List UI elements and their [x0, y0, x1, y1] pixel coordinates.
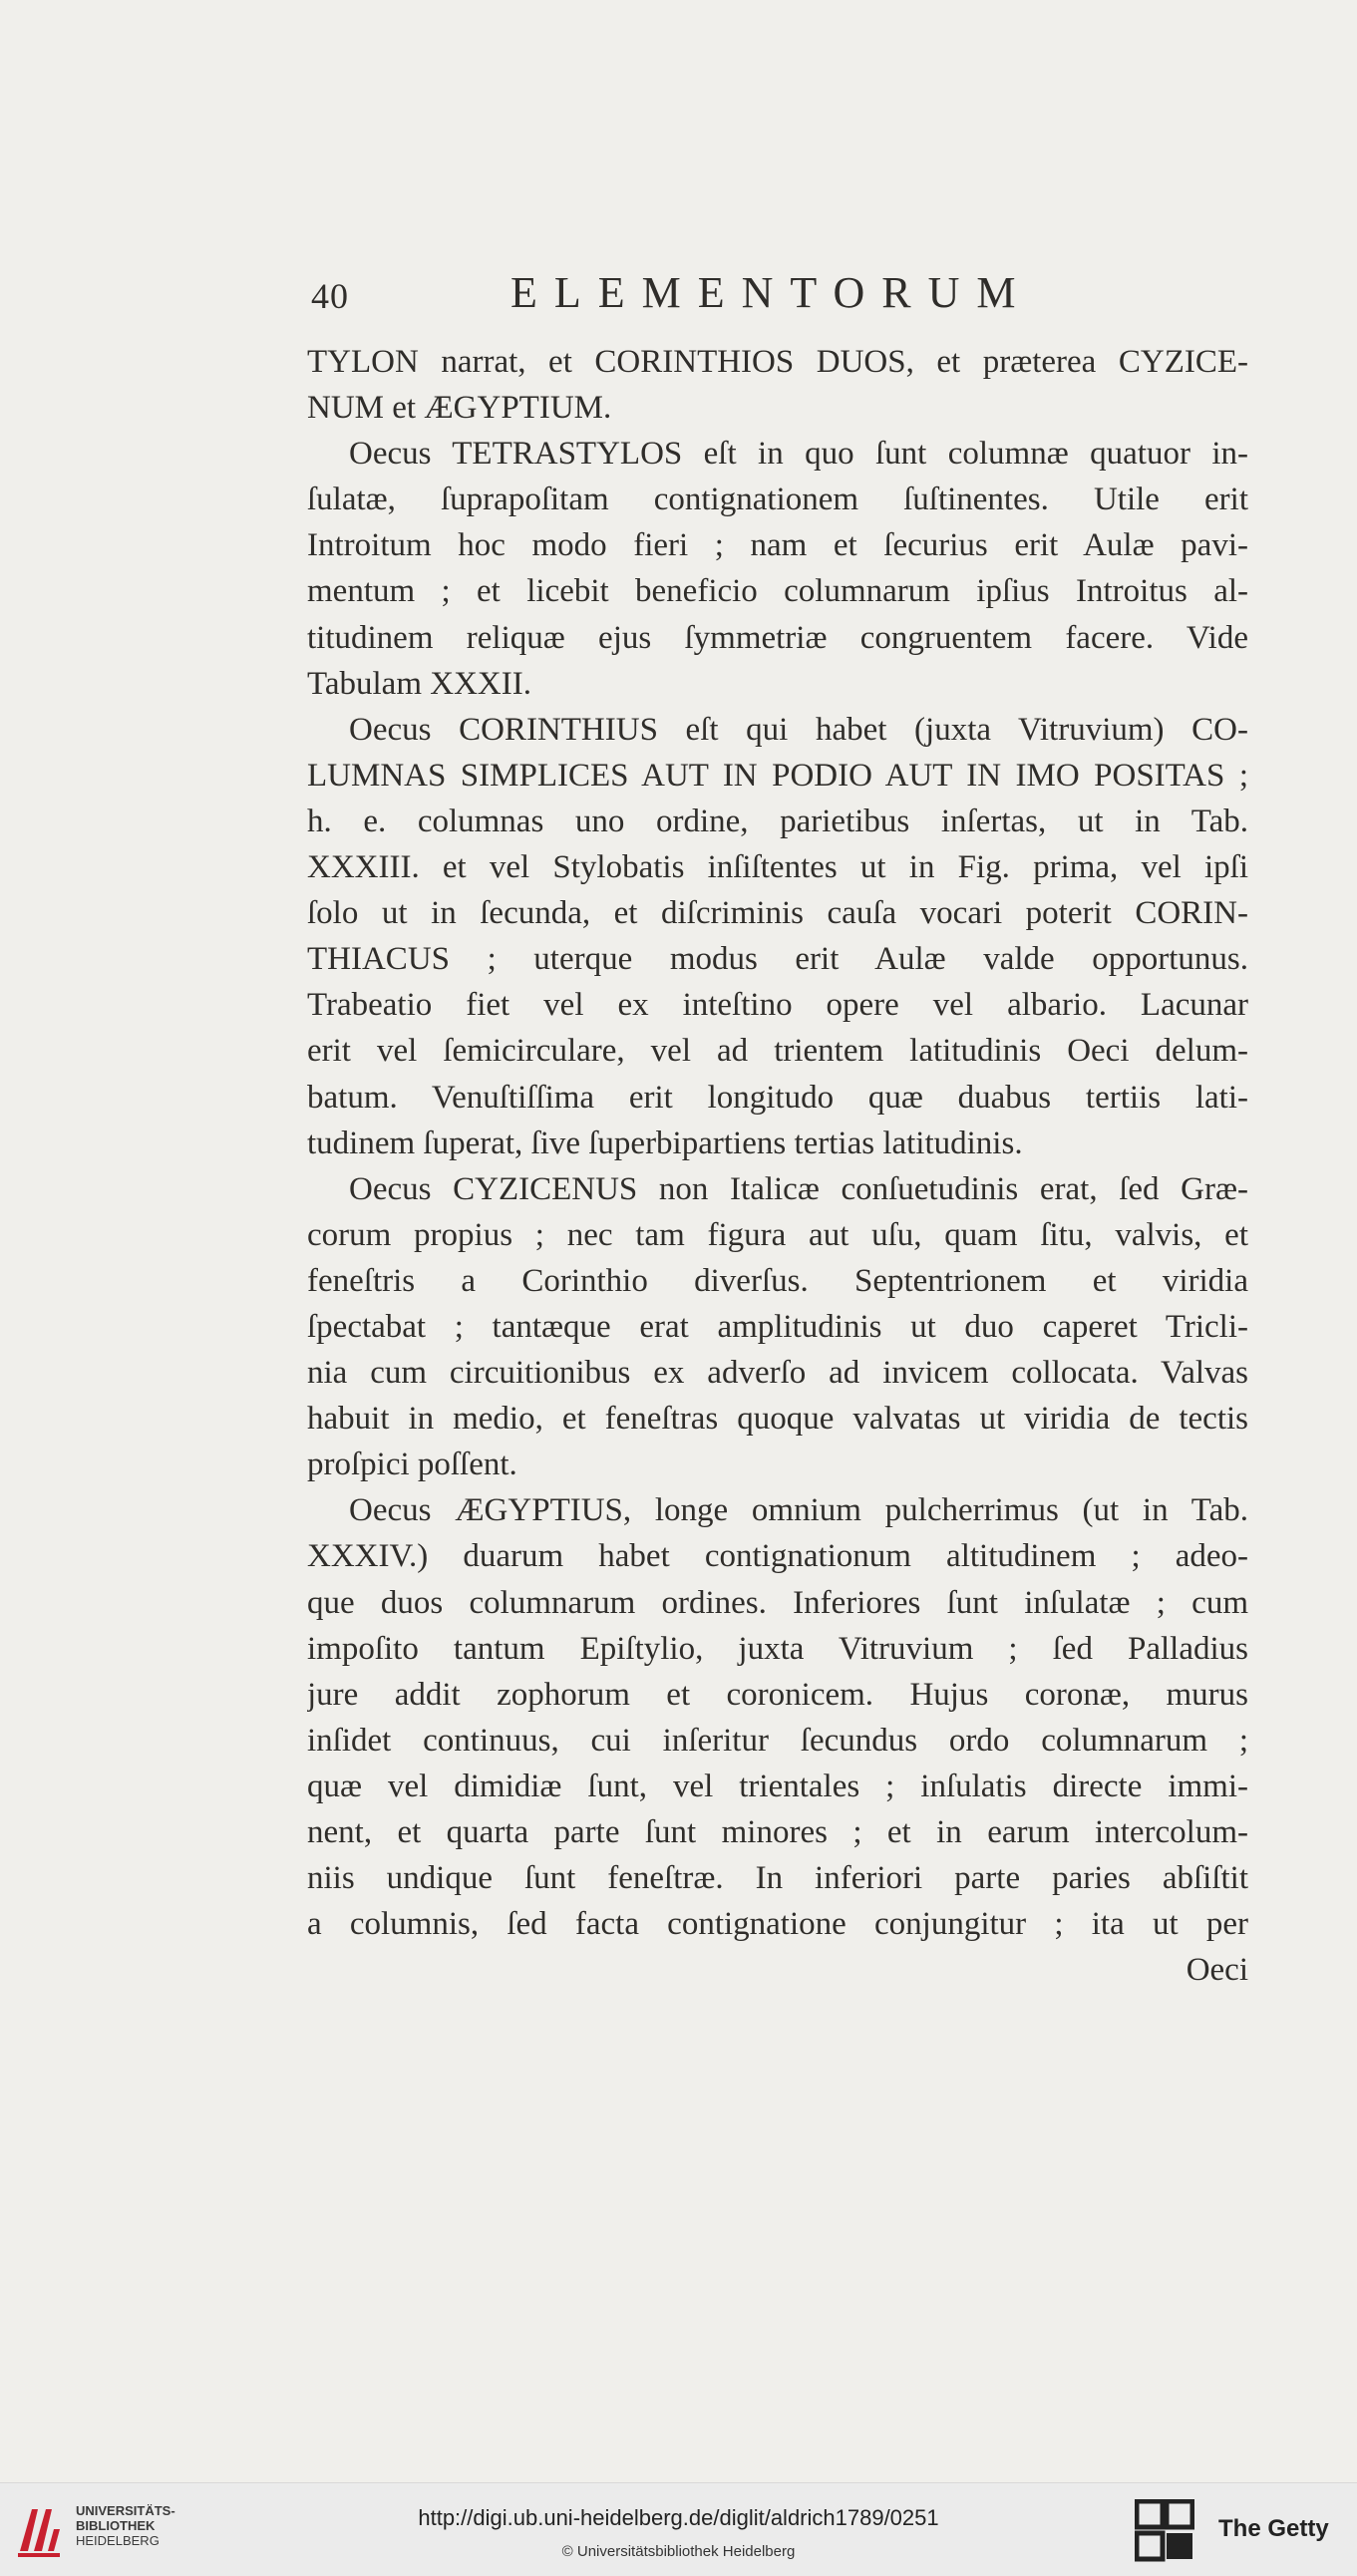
- text-line: ſolo ut in ſecunda, et diſcriminis cauſa vocari poterit CORIN-: [307, 895, 1248, 932]
- text-line: batum. Venuſtiſſima erit longitudo quæ duabus tertiis lati-: [307, 1079, 1248, 1116]
- text-line: erit vel ſemicirculare, vel ad trientem latitudinis Oeci delum-: [307, 1033, 1248, 1070]
- text-line: h. e. columnas uno ordine, parietibus inſertas, ut in Tab.: [307, 803, 1248, 839]
- text-line: Oecus CYZICENUS non Italicæ conſuetudinis erat, ſed Græ-: [349, 1170, 1248, 1207]
- text-line: quæ vel dimidiæ ſunt, vel trientales ; inſulatis directe immi-: [307, 1768, 1248, 1804]
- paragraph: [307, 1487, 1248, 1947]
- library-name-line: BIBLIOTHEK: [76, 2518, 156, 2533]
- text-line: impoſito tantum Epiſtylio, juxta Vitruvium ; ſed Palladius: [307, 1630, 1248, 1667]
- text-line: ſpectabat ; tantæque erat amplitudinis ut duo caperet Tricli-: [307, 1308, 1248, 1345]
- text-line: feneſtris a Corinthio diverſus. Septentrionem et viridia: [307, 1262, 1248, 1299]
- body-text: [307, 339, 1248, 1993]
- text-line: a columnis, ſed facta contignatione conjungitur ; ita ut per: [307, 1906, 1248, 1943]
- text-line: Tabulam XXXII.: [307, 665, 531, 702]
- paragraph: [307, 339, 1248, 431]
- text-line: Trabeatio fiet vel ex inteſtino opere vel albario. Lacunar: [307, 987, 1248, 1024]
- page-number: 40: [311, 276, 349, 316]
- text-line: LUMNAS SIMPLICES AUT IN PODIO AUT IN IMO POSITAS ;: [307, 757, 1248, 794]
- getty-logo-icon: [1135, 2499, 1194, 2563]
- text-line: XXXIII. et vel Stylobatis inſiſtentes ut in Fig. prima, vel ipſi: [307, 849, 1248, 886]
- text-line: que duos columnarum ordines. Inferiores ſunt inſulatæ ; cum: [307, 1584, 1248, 1621]
- running-head: [311, 267, 1069, 327]
- text-line: corum propius ; nec tam figura aut uſu, quam ſitu, valvis, et: [307, 1216, 1248, 1253]
- paragraph: [307, 1166, 1248, 1488]
- getty-name: The Getty: [1218, 2515, 1329, 2542]
- text-line: habuit in medio, et feneſtras quoque valvatas ut viridia de tectis: [307, 1401, 1248, 1438]
- library-name-line: UNIVERSITÄTS-: [76, 2503, 175, 2518]
- catchword: Oeci: [1186, 1952, 1248, 1989]
- text-line: Introitum hoc modo fieri ; nam et ſecurius erit Aulæ pavi-: [307, 527, 1248, 564]
- text-line: TYLON narrat, et CORINTHIOS DUOS, et præterea CYZICE-: [307, 344, 1248, 380]
- text-line: Oecus TETRASTYLOS eſt in quo ſunt columnæ quatuor in-: [349, 436, 1248, 473]
- permalink-url[interactable]: http://digi.ub.uni-heidelberg.de/diglit/aldrich1789/0251: [418, 2505, 939, 2530]
- text-line: nia cum circuitionibus ex adverſo ad invicem collocata. Valvas: [307, 1355, 1248, 1392]
- text-line: NUM et ÆGYPTIUM.: [307, 390, 612, 427]
- text-line: niis undique ſunt feneſtræ. In inferiori parte paries abſiſtit: [307, 1860, 1248, 1897]
- copyright-notice: © Universitätsbibliothek Heidelberg: [561, 2543, 796, 2560]
- text-line: Oecus ÆGYPTIUS, longe omnium pulcherrimus (ut in Tab.: [349, 1492, 1248, 1529]
- text-line: ſulatæ, ſuprapoſitam contignationem ſuſtinentes. Utile erit: [307, 482, 1248, 518]
- text-line: tudinem ſuperat, ſive ſuperbipartiens tertias latitudinis.: [307, 1125, 1023, 1161]
- text-line: proſpici poſſent.: [307, 1447, 517, 1483]
- page-title: ELEMENTORUM: [510, 268, 1033, 317]
- viewer-footer: [0, 2482, 1357, 2576]
- text-line: THIACUS ; uterque modus erit Aulæ valde opportunus.: [307, 941, 1248, 978]
- text-line: jure addit zophorum et coronicem. Hujus coronæ, murus: [307, 1676, 1248, 1713]
- text-line: Oecus CORINTHIUS eſt qui habet (juxta Vitruvium) CO-: [349, 711, 1248, 748]
- text-line: nent, et quarta parte ſunt minores ; et in earum intercolum-: [307, 1814, 1248, 1850]
- text-line: inſidet continuus, cui inſeritur ſecundus ordo columnarum ;: [307, 1722, 1248, 1759]
- paragraph: [307, 431, 1248, 707]
- text-line: mentum ; et licebit beneficio columnarum ipſius Introitus al-: [307, 573, 1248, 610]
- library-name-line: HEIDELBERG: [76, 2533, 160, 2548]
- paragraph: [307, 707, 1248, 1166]
- text-line: XXXIV.) duarum habet contignationum altitudinem ; adeo-: [307, 1538, 1248, 1575]
- text-line: titudinem reliquæ ejus ſymmetriæ congruentem facere. Vide: [307, 619, 1248, 656]
